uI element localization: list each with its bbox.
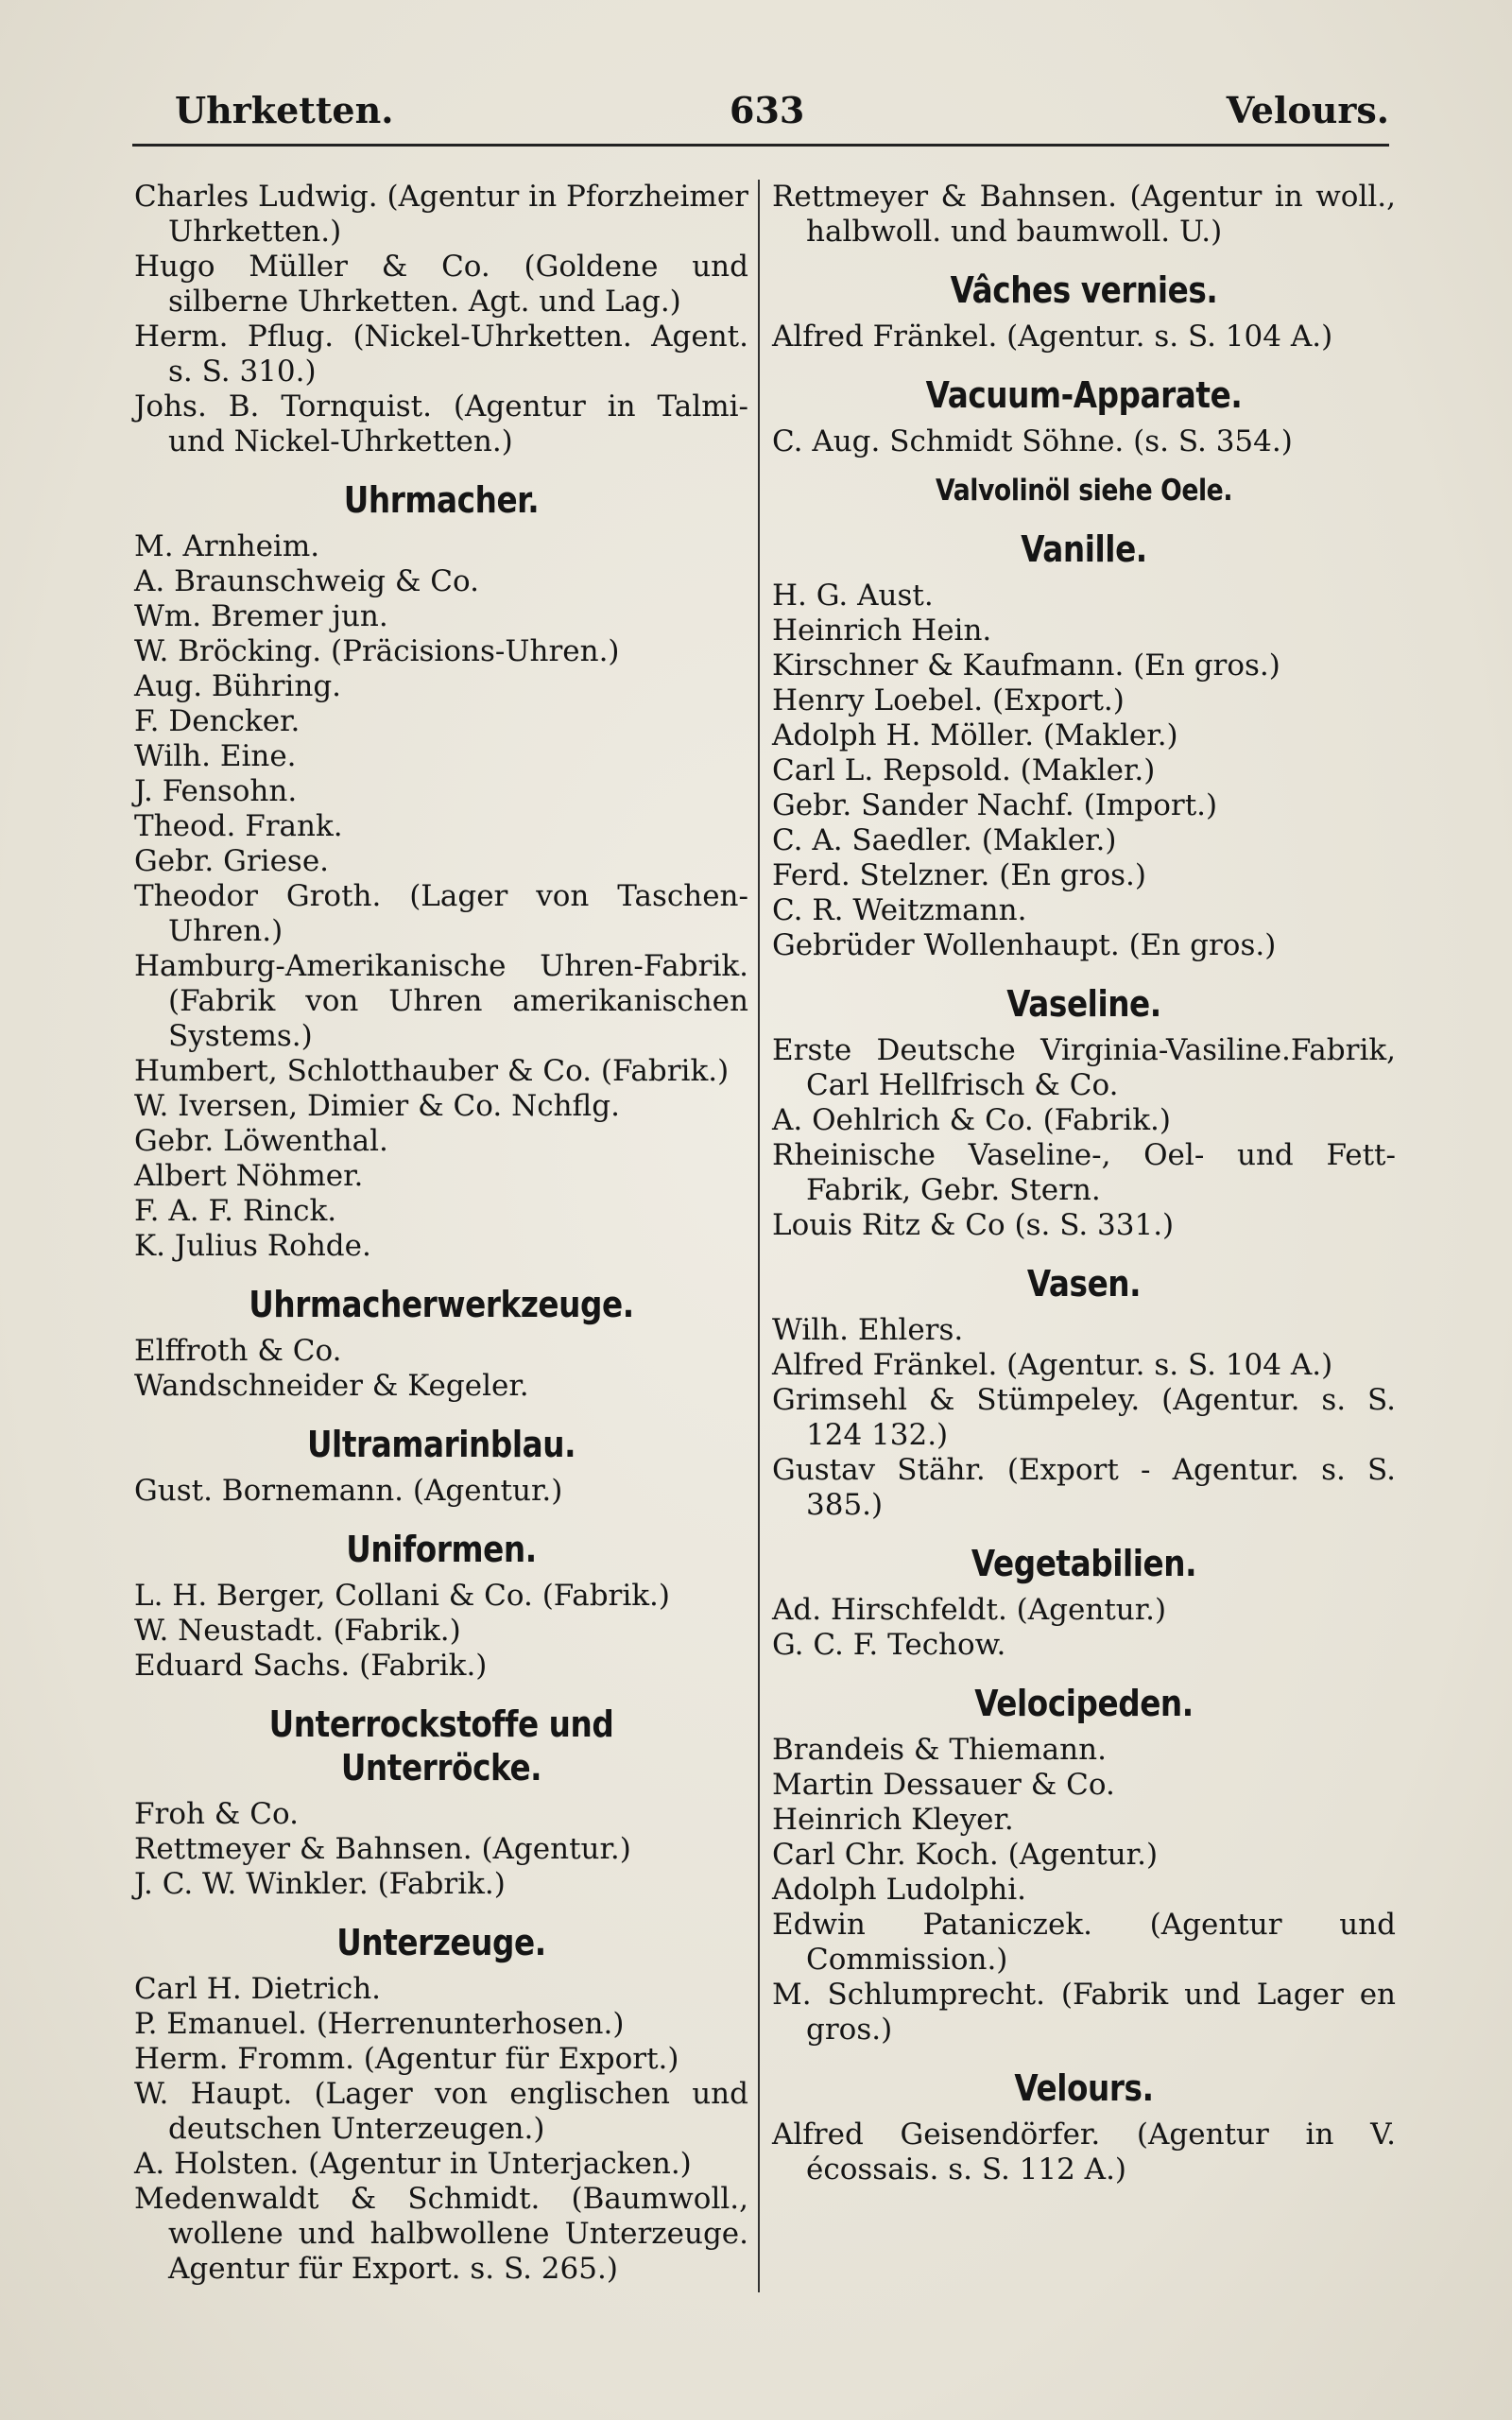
running-head — [132, 83, 1389, 140]
directory-entry: Gebr. Sander Nachf. (Import.) — [772, 788, 1218, 822]
directory-entry: Aug. Bühring. — [134, 669, 342, 703]
directory-entry: C. Aug. Schmidt Söhne. (s. S. 354.) — [772, 424, 1293, 458]
section-heading: Uhrmacher. — [343, 479, 540, 521]
directory-entry: A. Oehlrich & Co. (Fabrik.) — [772, 1103, 1171, 1137]
directory-entry: Martin Dessauer & Co. — [772, 1768, 1115, 1802]
directory-entry: G. C. F. Techow. — [772, 1628, 1006, 1662]
section-heading: Vegetabilien. — [971, 1543, 1197, 1584]
directory-entry: J. Fensohn. — [134, 774, 298, 808]
directory-entry: Theodor Groth. (Lager von Taschen-Uhren.) — [134, 879, 748, 948]
directory-entry: M. Schlumprecht. (Fabrik und Lager en gros.) — [772, 1978, 1396, 2047]
directory-entry: Albert Nöhmer. — [134, 1159, 364, 1193]
directory-entry: Ad. Hirschfeldt. (Agentur.) — [772, 1593, 1167, 1627]
directory-entry: Ferd. Stelzner. (En gros.) — [772, 858, 1146, 892]
header-rule — [132, 144, 1389, 147]
directory-entry: H. G. Aust. — [772, 579, 934, 613]
directory-entry: Gebr. Löwenthal. — [134, 1124, 388, 1158]
section-heading: Valvolinöl siehe Oele. — [935, 474, 1233, 508]
directory-entry: A. Braunschweig & Co. — [134, 564, 479, 598]
directory-entry: W. Haupt. (Lager von englischen und deutschen Unterzeugen.) — [134, 2077, 748, 2146]
directory-entry: Johs. B. Tornquist. (Agentur in Talmi- und Nickel-Uhrketten.) — [134, 389, 748, 458]
directory-entry: Gust. Bornemann. (Agentur.) — [134, 1474, 563, 1508]
section-heading: Uniformen. — [346, 1529, 537, 1570]
directory-entry: Grimsehl & Stümpeley. (Agentur. s. S. 124 132.) — [772, 1383, 1396, 1452]
directory-entry: Adolph Ludolphi. — [772, 1873, 1027, 1907]
directory-entry: Rettmeyer & Bahnsen. (Agentur.) — [134, 1832, 631, 1866]
directory-entry: Adolph H. Möller. (Makler.) — [772, 718, 1178, 752]
directory-entry: Froh & Co. — [134, 1797, 299, 1831]
directory-entry: Kirschner & Kaufmann. (En gros.) — [772, 648, 1280, 683]
directory-entry: W. Iversen, Dimier & Co. Nchflg. — [134, 1089, 620, 1123]
header-left-keyword: Uhrketten. — [175, 89, 394, 131]
directory-entry: A. Holsten. (Agentur in Unterjacken.) — [134, 2147, 692, 2181]
directory-entry: Wandschneider & Kegeler. — [134, 1369, 529, 1403]
directory-entry: Wm. Bremer jun. — [134, 599, 388, 633]
directory-entry: Gebr. Griese. — [134, 844, 330, 878]
directory-entry: L. H. Berger, Collani & Co. (Fabrik.) — [134, 1579, 671, 1613]
directory-entry: Heinrich Hein. — [772, 614, 992, 648]
section-heading: Vaseline. — [1006, 983, 1161, 1025]
directory-entry: F. Dencker. — [134, 704, 301, 738]
directory-entry: Alfred Fränkel. (Agentur. s. S. 104 A.) — [772, 320, 1333, 354]
section-heading: Velours. — [1014, 2067, 1154, 2109]
directory-entry: Carl H. Dietrich. — [134, 1972, 382, 2006]
section-heading: Uhrmacherwerkzeuge. — [249, 1284, 634, 1325]
directory-entry: Louis Ritz & Co (s. S. 331.) — [772, 1208, 1175, 1242]
directory-entry: Wilh. Eine. — [134, 739, 297, 773]
directory-entry: C. R. Weitzmann. — [772, 893, 1027, 927]
directory-entry: Brandeis & Thiemann. — [772, 1733, 1107, 1767]
section-heading: Vacuum-Apparate. — [925, 374, 1243, 416]
section-heading: Vasen. — [1026, 1263, 1142, 1305]
section-heading: Velocipeden. — [974, 1683, 1194, 1724]
directory-entry: Humbert, Schlotthauber & Co. (Fabrik.) — [134, 1054, 730, 1088]
directory-entry: F. A. F. Rinck. — [134, 1194, 337, 1228]
directory-entry: Carl Chr. Koch. (Agentur.) — [772, 1838, 1159, 1872]
section-heading: Vanille. — [1021, 528, 1147, 570]
directory-entry: Gebrüder Wollenhaupt. (En gros.) — [772, 928, 1277, 962]
page-number: 633 — [730, 89, 805, 131]
directory-entry: Rheinische Vaseline-, Oel- und Fett-Fabrik, Gebr. Stern. — [772, 1138, 1396, 1207]
section-heading: Unterzeuge. — [336, 1922, 546, 1963]
directory-entry: W. Bröcking. (Präcisions-Uhren.) — [134, 634, 620, 668]
directory-entry: W. Neustadt. (Fabrik.) — [134, 1614, 461, 1648]
directory-entry: Hamburg-Amerikanische Uhren-Fabrik. (Fabrik von Uhren amerikanischen Systems.) — [134, 949, 748, 1053]
column-divider — [758, 180, 760, 2292]
directory-entry: Herm. Pflug. (Nickel-Uhrketten. Agent. s. S. 310.) — [134, 320, 748, 389]
directory-entry: Rettmeyer & Bahnsen. (Agentur in woll., halbwoll. und baumwoll. U.) — [772, 180, 1396, 249]
directory-entry: J. C. W. Winkler. (Fabrik.) — [134, 1867, 506, 1901]
directory-entry: Elffroth & Co. — [134, 1334, 342, 1368]
directory-entry: P. Emanuel. (Herrenunterhosen.) — [134, 2007, 625, 2041]
right-column — [772, 180, 1396, 2187]
header-right-keyword: Velours. — [1226, 89, 1389, 131]
directory-entry: Alfred Fränkel. (Agentur. s. S. 104 A.) — [772, 1348, 1333, 1382]
directory-entry: Erste Deutsche Virginia-Vasiline.Fabrik, Carl Hellfrisch & Co. — [772, 1033, 1396, 1102]
directory-entry: Theod. Frank. — [134, 809, 343, 843]
directory-entry: Wilh. Ehlers. — [772, 1313, 964, 1347]
directory-entry: Medenwaldt & Schmidt. (Baumwoll., wollene und halbwollene Unterzeuge. Agentur für Export. s. S. 265.) — [134, 2182, 748, 2286]
directory-entry: Herm. Fromm. (Agentur für Export.) — [134, 2042, 679, 2076]
directory-entry: Carl L. Repsold. (Makler.) — [772, 753, 1156, 787]
directory-entry: Charles Ludwig. (Agentur in Pforzheimer Uhrketten.) — [134, 180, 748, 249]
directory-entry: Heinrich Kleyer. — [772, 1803, 1014, 1837]
section-heading: Unterrockstoffe und Unterröcke. — [268, 1703, 614, 1789]
directory-entry: Edwin Pataniczek. (Agentur und Commission.) — [772, 1908, 1396, 1977]
section-heading: Vâches vernies. — [950, 269, 1218, 311]
left-column — [134, 180, 748, 2287]
section-heading: Ultramarinblau. — [306, 1424, 576, 1465]
directory-entry: Alfred Geisendörfer. (Agentur in V. écossais. s. S. 112 A.) — [772, 2118, 1396, 2187]
directory-entry: Gustav Stähr. (Export - Agentur. s. S. 385.) — [772, 1453, 1396, 1522]
directory-entry: C. A. Saedler. (Makler.) — [772, 823, 1117, 857]
directory-entry: M. Arnheim. — [134, 529, 320, 563]
directory-entry: K. Julius Rohde. — [134, 1229, 371, 1263]
directory-entry: Henry Loebel. (Export.) — [772, 683, 1125, 717]
directory-entry: Eduard Sachs. (Fabrik.) — [134, 1649, 488, 1683]
directory-entry: Hugo Müller & Co. (Goldene und silberne Uhrketten. Agt. und Lag.) — [134, 250, 748, 319]
